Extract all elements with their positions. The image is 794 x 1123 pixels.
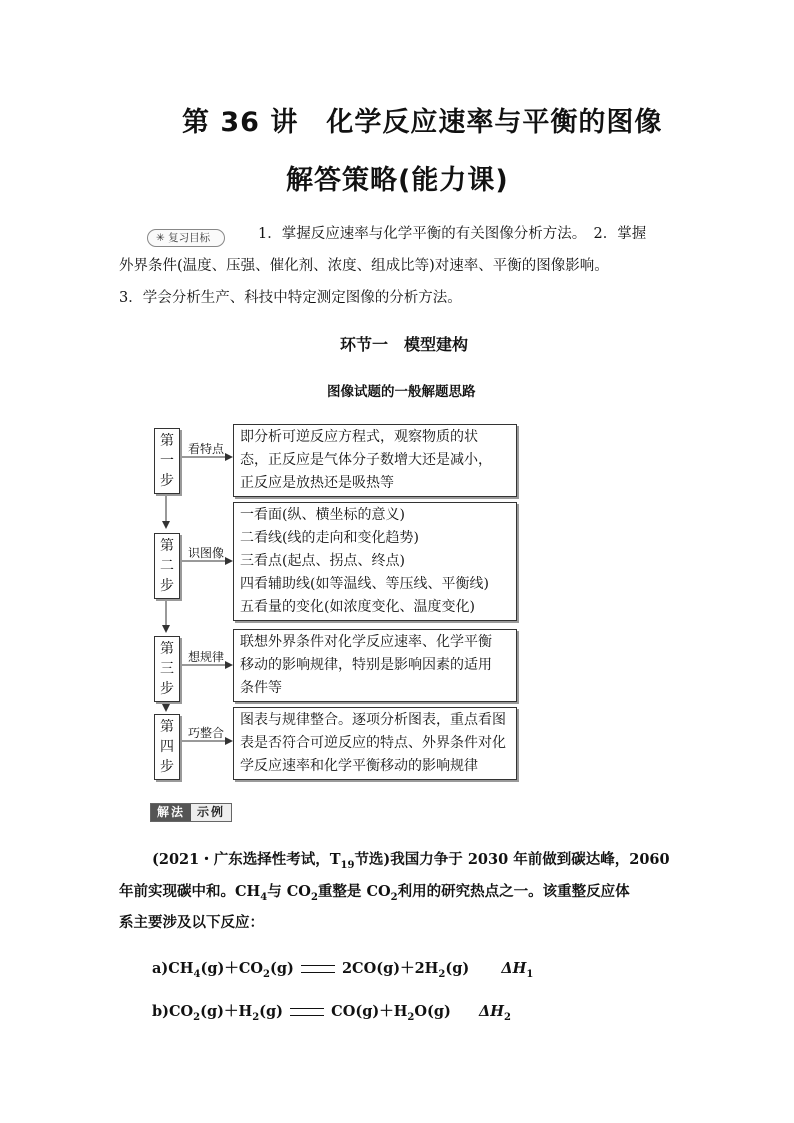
step-1-arrow-label: 看特点 <box>188 442 225 456</box>
page-title-line2: 解答策略(能力课) <box>286 165 509 196</box>
objectives-badge-label: 复习目标 <box>168 232 211 244</box>
objectives-line1: 1．掌握反应速率与化学平衡的有关图像分析方法。 2．掌握 <box>258 226 647 242</box>
section-subtitle: 图像试题的一般解题思路 <box>327 384 476 400</box>
equilibrium-arrow-icon <box>290 1008 324 1016</box>
step-1-box: 即分析可逆反应方程式，观察物质的状 态，正反应是气体分子数增大还是减小， 正反应是放热还是吸热等 <box>233 424 517 497</box>
step-2-box: 一看面(纵、横坐标的意义) 二看线(线的走向和变化趋势) 三看点(起点、拐点、终点) 四看辅助线(如等温线、等压线、平衡线) 五看量的变化(如浓度变化、温度变化) <box>233 502 517 621</box>
example-badge <box>150 803 232 822</box>
equilibrium-arrow-icon <box>301 965 335 973</box>
objectives-line2: 外界条件(温度、压强、催化剂、浓度、组成比等)对速率、平衡的图像影响。 <box>119 258 609 274</box>
step-3-label: 第 三 步 <box>154 636 180 702</box>
step-1-label: 第 一 步 <box>154 428 180 494</box>
objectives-line3: 3．学会分析生产、科技中特定测定图像的分析方法。 <box>119 290 462 306</box>
example-badge-dark: 解法 <box>151 804 191 821</box>
sparkle-icon: ✳ <box>156 232 165 244</box>
step-4-arrow-label: 巧整合 <box>188 726 225 740</box>
objectives-badge <box>147 226 225 247</box>
step-3-arrow-label: 想规律 <box>188 650 225 664</box>
step-4-label: 第 四 步 <box>154 714 180 780</box>
section-title: 环节一 模型建构 <box>340 335 469 354</box>
example-line2: 年前实现碳中和。$CH_4$与 $CO_2$重整是 $CO_2$利用的研究热点之一。该重整反应体 <box>119 883 630 903</box>
step-3-box: 联想外界条件对化学反应速率、化学平衡 移动的影响规律，特别是影响因素的适用 条件等 <box>233 629 517 702</box>
step-2-label: 第 二 步 <box>154 533 180 599</box>
page-title-line1: 第 36 讲 化学反应速率与平衡的图像 <box>182 107 663 138</box>
example-line3: 系主要涉及以下反应： <box>119 914 264 931</box>
step-4-box: 图表与规律整合。逐项分析图表，重点看图 表是否符合可逆反应的特点、外界条件对化 学反应速率和化学平衡移动的影响规律 <box>233 707 517 780</box>
reaction-b: $b)CO_2(g)+H_2(g)$ $CO(g)+H_2O(g)$ $\Delta H_2$ <box>152 1003 511 1023</box>
step-2-arrow-label: 识图像 <box>188 546 225 560</box>
example-line1: (2021・广东选择性考试，$T_{19}$节选)我国力争于 2030 年前做到碳达峰，2060 <box>152 851 670 871</box>
example-badge-light: 示例 <box>191 804 231 821</box>
reaction-a: $a)CH_4(g)+CO_2(g)$ $2CO(g)+2H_2(g)$ $\Delta H_1$ <box>152 960 534 980</box>
